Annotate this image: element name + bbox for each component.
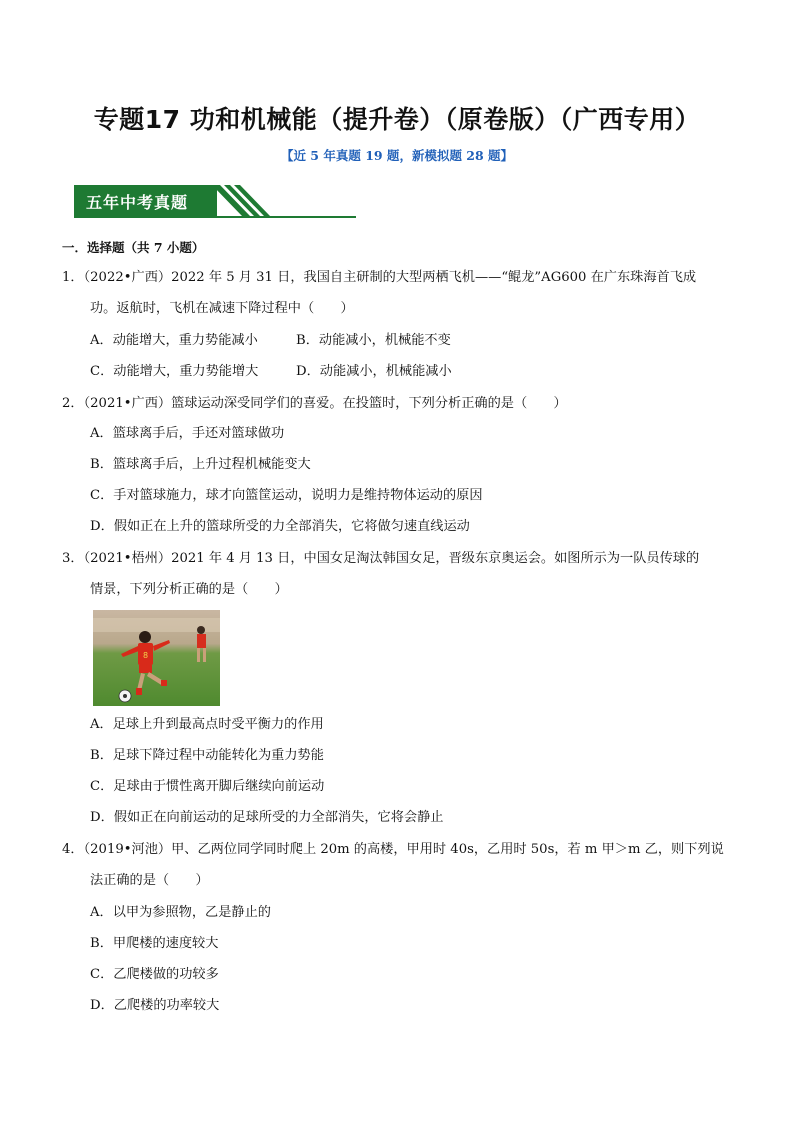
- question-4-option-b: B．甲爬楼的速度较大: [90, 936, 219, 951]
- question-1-line1: 1．（2022•广西）2022 年 5 月 31 日，我国自主研制的大型两栖飞机——“鲲龙”AG600 在广东珠海首飞成: [62, 270, 697, 285]
- svg-text:8: 8: [143, 651, 149, 660]
- question-1-line2: 功。返航时，飞机在减速下降过程中（ ）: [90, 301, 354, 316]
- question-1-option-d: D．动能减小，机械能减小: [296, 364, 452, 379]
- question-1-option-c: C．动能增大，重力势能增大: [90, 364, 259, 379]
- banner-stripes-icon: [212, 185, 332, 218]
- question-2-option-c: C．手对篮球施力，球才向篮筐运动，说明力是维持物体运动的原因: [90, 488, 483, 503]
- question-2-option-d: D．假如正在上升的篮球所受的力全部消失，它将做匀速直线运动: [90, 519, 470, 534]
- question-1-option-a: A．动能增大，重力势能减小: [90, 333, 258, 348]
- question-2-line1: 2．（2021•广西）篮球运动深受同学们的喜爱。在投篮时，下列分析正确的是（ ）: [62, 396, 567, 411]
- question-1: [62, 262, 742, 324]
- question-3-option-a: A．足球上升到最高点时受平衡力的作用: [90, 717, 324, 732]
- question-3-line1: 3．（2021•梧州）2021 年 4 月 13 日，中国女足淘汰韩国女足，晋级东京奥运会。如图所示为一队员传球的: [62, 551, 700, 566]
- question-4-option-a: A．以甲为参照物，乙是静止的: [90, 905, 271, 920]
- section-banner: [74, 185, 356, 219]
- question-2-option-b: B．篮球离手后，上升过程机械能变大: [90, 457, 311, 472]
- question-4-line1: 4．（2019•河池）甲、乙两位同学同时爬上 20m 的高楼，甲用时 40s，乙用时 50s，若 m 甲＞m 乙，则下列说: [62, 842, 724, 857]
- question-2: [62, 388, 742, 419]
- banner-underline: [74, 216, 356, 218]
- question-1-option-b: B．动能减小，机械能不变: [296, 333, 451, 348]
- page-title: 专题17 功和机械能（提升卷）（原卷版）（广西专用）: [93, 105, 701, 134]
- question-3-option-c: C．足球由于惯性离开脚后继续向前运动: [90, 779, 325, 794]
- question-3-option-d: D．假如正在向前运动的足球所受的力全部消失，它将会静止: [90, 810, 444, 825]
- question-4: [62, 834, 742, 896]
- question-4-option-c: C．乙爬楼做的功较多: [90, 967, 219, 982]
- page-subtitle: 【近 5 年真题 19 题，新模拟题 28 题】: [280, 148, 514, 163]
- question-4-option-d: D．乙爬楼的功率较大: [90, 998, 220, 1013]
- question-2-option-a: A．篮球离手后，手还对篮球做功: [90, 426, 285, 441]
- question-3-option-b: B．足球下降过程中动能转化为重力势能: [90, 748, 324, 763]
- question-4-line2: 法正确的是（ ）: [90, 873, 209, 888]
- section-heading: 一．选择题（共 7 小题）: [62, 240, 205, 255]
- question-3: [62, 543, 742, 605]
- question-3-line2: 情景，下列分析正确的是（ ）: [90, 582, 288, 597]
- soccer-player-photo: [93, 610, 220, 706]
- banner-label: 五年中考真题: [86, 193, 189, 212]
